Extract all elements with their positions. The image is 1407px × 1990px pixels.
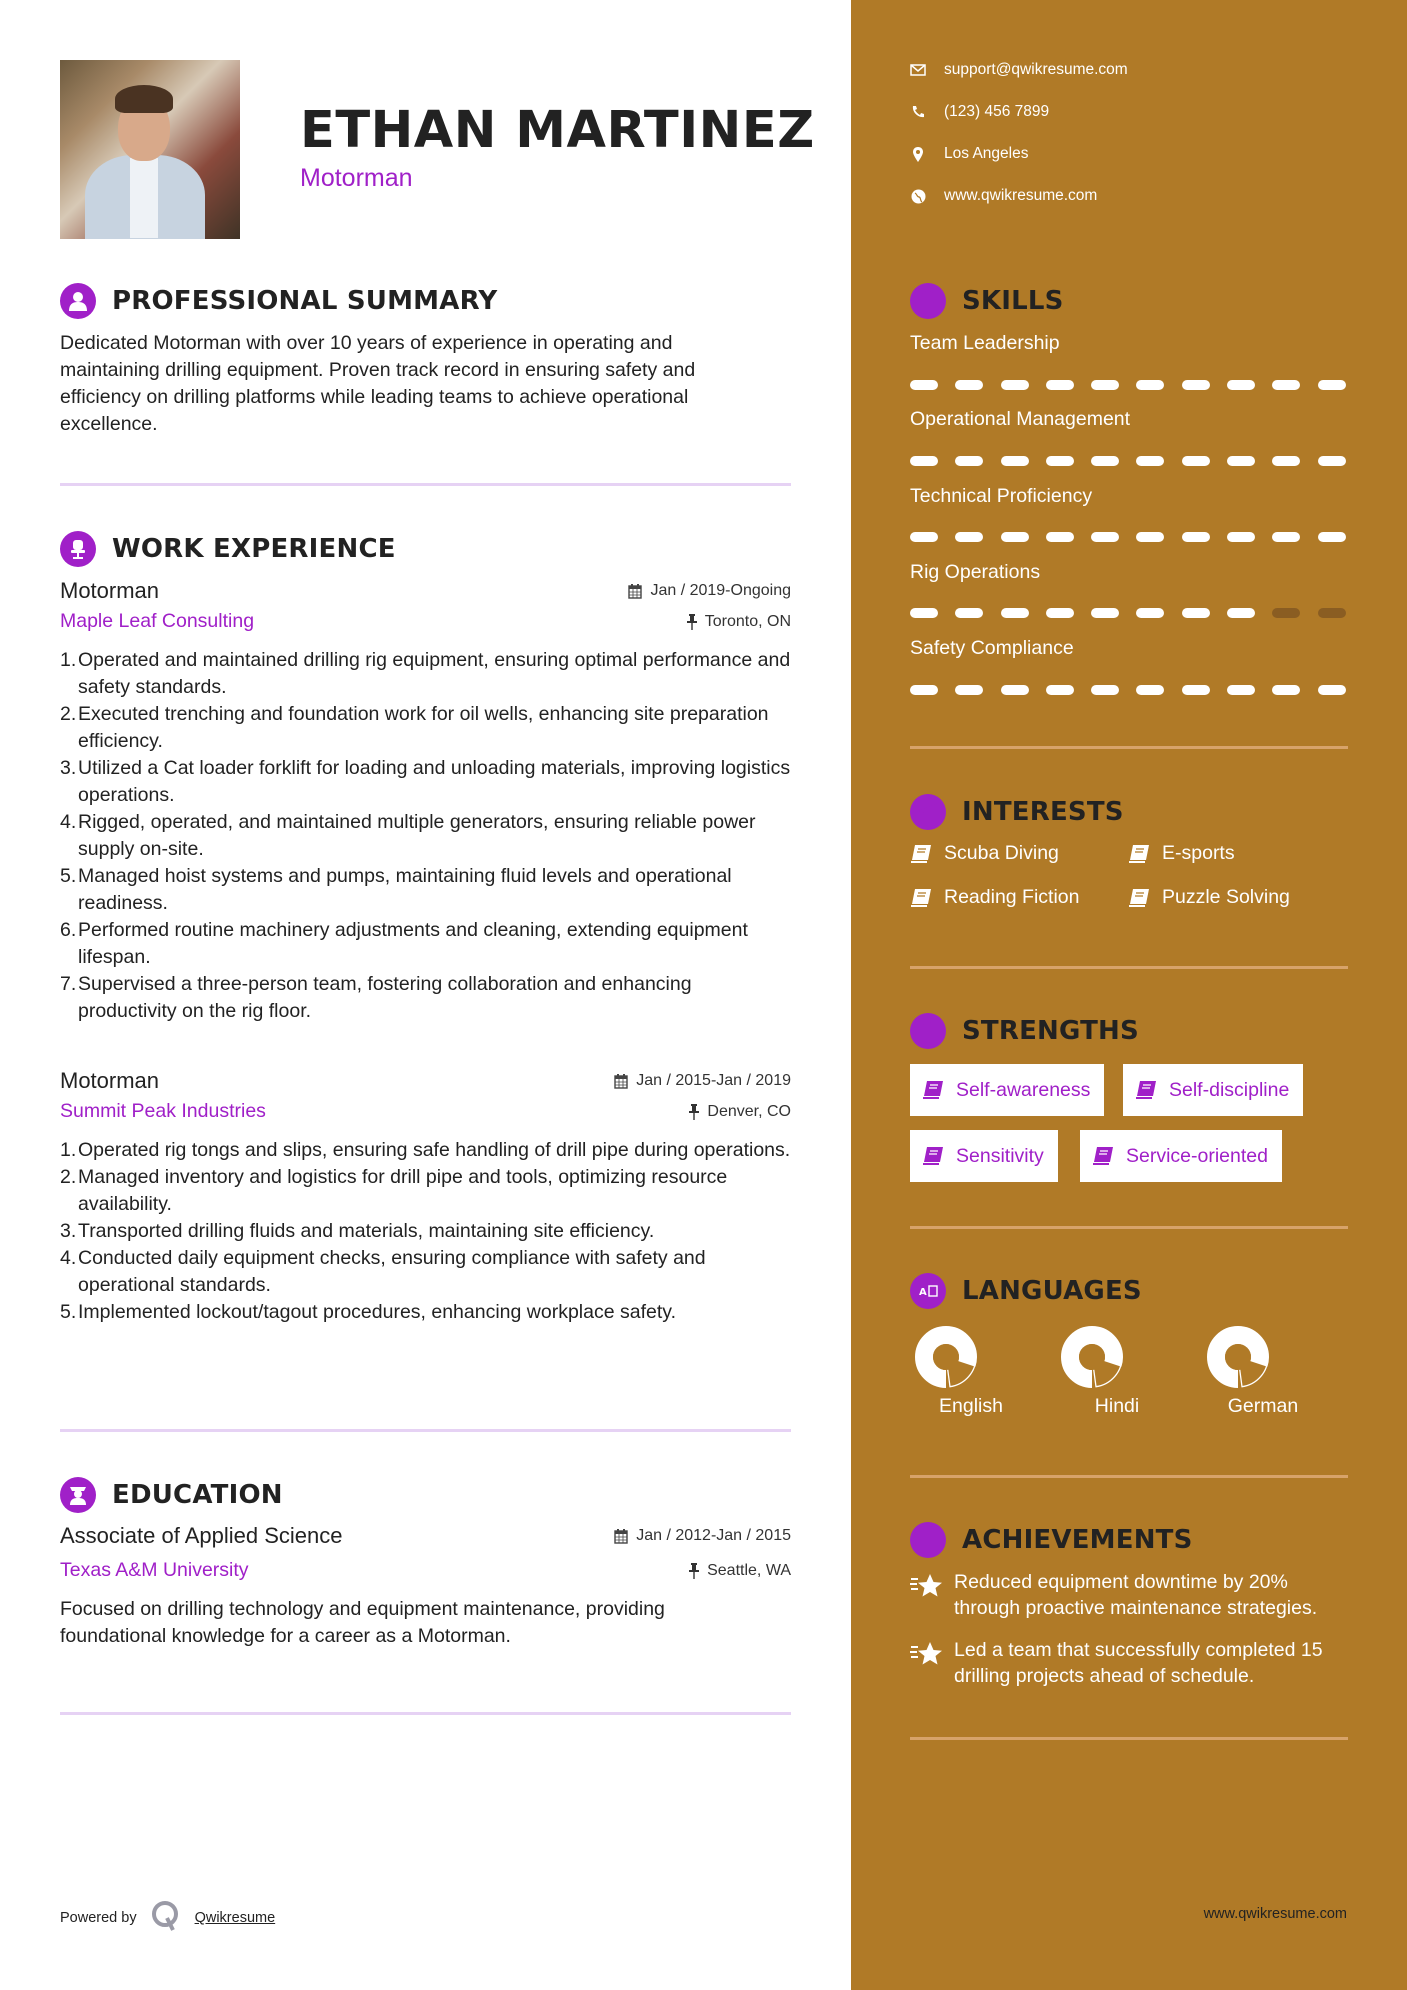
contact-website-text: www.qwikresume.com: [944, 187, 1098, 204]
candidate-name: ETHAN MARTINEZ: [300, 101, 815, 160]
job-location-text: Toronto, ON: [704, 612, 791, 630]
job-entry: [60, 1068, 791, 1326]
divider: [60, 1429, 791, 1432]
pushpin-icon: [689, 1104, 699, 1120]
svg-text:A: A: [919, 1287, 927, 1298]
contact-location-text: Los Angeles: [944, 145, 1029, 162]
book-icon: [922, 1146, 944, 1166]
powered-by-label: Powered by: [60, 1910, 137, 1926]
calendar-icon: [628, 584, 642, 599]
education-description: Focused on drilling technology and equipment maintenance, providing foundational knowledge for a career as a Motorman.: [60, 1598, 665, 1647]
skill-rating-bar: [910, 456, 1363, 466]
footer-url[interactable]: www.qwikresume.com: [1203, 1906, 1347, 1922]
contact-phone[interactable]: [910, 103, 1049, 121]
bullet-item: 1. Operated and maintained drilling rig equipment, ensuring optimal performance and safety standards.: [60, 649, 791, 698]
bullet-item: 2. Managed inventory and logistics for drill pipe and tools, optimizing resource availability.: [60, 1166, 728, 1215]
job-dates-text: Jan / 2019-Ongoing: [650, 582, 791, 599]
bullet-item: 4. Rigged, operated, and maintained multiple generators, ensuring reliable power supply on-site.: [60, 811, 756, 860]
education-dates: [614, 1527, 791, 1545]
experience-header: [60, 531, 396, 567]
lightbulb-icon: [910, 283, 946, 319]
education-header: [60, 1477, 283, 1513]
raised-fist-icon: [910, 1013, 946, 1049]
paper-plane-icon: [910, 794, 946, 830]
envelope-icon: [910, 62, 926, 78]
pushpin-icon: [689, 1563, 699, 1579]
contact-website[interactable]: [910, 187, 1097, 205]
divider: [910, 1737, 1348, 1740]
bullet-item: 5. Managed hoist systems and pumps, maintaining fluid levels and operational readiness.: [60, 865, 732, 914]
interests-header: [910, 794, 1124, 830]
shooting-star-icon: [910, 1522, 946, 1558]
education-entry: [60, 1523, 791, 1650]
divider: [60, 1712, 791, 1715]
contact-phone-text: (123) 456 7899: [944, 103, 1050, 120]
skill-name: Technical Proficiency: [910, 485, 1093, 507]
calendar-icon: [614, 1074, 628, 1089]
powered-by: [60, 1900, 275, 1936]
strengths-heading: STRENGTHS: [962, 1016, 1139, 1046]
contact-email[interactable]: [910, 61, 1128, 79]
contact-location: [910, 145, 1028, 163]
interest-item: Puzzle Solving: [1128, 886, 1290, 909]
bullet-item: 6. Performed routine machinery adjustments and cleaning, extending equipment lifespan.: [60, 919, 748, 968]
skill-rating-bar: [910, 685, 1363, 695]
language-item: [1054, 1325, 1180, 1418]
strength-chip: Self-discipline: [1123, 1064, 1303, 1116]
summary-heading: PROFESSIONAL SUMMARY: [112, 286, 498, 316]
languages-header: [910, 1273, 1142, 1309]
achievements-header: [910, 1522, 1193, 1558]
qwikresume-logo-icon: [151, 1900, 181, 1936]
skills-heading: SKILLS: [962, 286, 1064, 316]
graduate-icon: [60, 1477, 96, 1513]
calendar-icon: [614, 1529, 628, 1544]
divider: [910, 1475, 1348, 1478]
office-chair-icon: [60, 531, 96, 567]
bullet-item: 2. Executed trenching and foundation work for oil wells, enhancing site preparation efficiency.: [60, 703, 769, 752]
user-icon: [60, 283, 96, 319]
job-entry: [60, 578, 791, 1025]
languages-heading: LANGUAGES: [962, 1276, 1142, 1306]
interest-item: Scuba Diving: [910, 842, 1059, 865]
job-title: Motorman: [60, 1068, 160, 1093]
language-donut-icon: [1060, 1325, 1124, 1389]
divider: [910, 746, 1348, 749]
skill-name: Safety Compliance: [910, 637, 1074, 659]
interests-heading: INTERESTS: [962, 797, 1124, 827]
education-heading: EDUCATION: [112, 1480, 283, 1510]
language-item: [1200, 1325, 1326, 1418]
book-icon: [922, 1080, 944, 1100]
strength-chip: Sensitivity: [910, 1130, 1058, 1182]
achievements-heading: ACHIEVEMENTS: [962, 1525, 1193, 1555]
divider: [910, 1226, 1348, 1229]
experience-heading: WORK EXPERIENCE: [112, 534, 396, 564]
job-company: Summit Peak Industries: [60, 1100, 266, 1122]
bullet-item: 4. Conducted daily equipment checks, ensuring compliance with safety and operational standards.: [60, 1247, 706, 1296]
map-marker-icon: [910, 146, 926, 162]
pushpin-icon: [687, 614, 697, 630]
language-name: German: [1227, 1395, 1299, 1417]
translate-icon: [910, 1273, 946, 1309]
job-bullets: [60, 1137, 791, 1326]
candidate-title: Motorman: [300, 164, 413, 192]
summary-header: [60, 283, 497, 319]
book-icon: [910, 888, 932, 908]
profile-photo: [60, 60, 240, 239]
book-icon: [1135, 1080, 1157, 1100]
divider: [910, 966, 1348, 969]
book-icon: [1128, 888, 1150, 908]
strength-chip: Self-awareness: [910, 1064, 1104, 1116]
bullet-item: 7. Supervised a three-person team, fostering collaboration and enhancing productivity on the rig floor.: [60, 973, 692, 1022]
achievement-item: Led a team that successfully completed 15 drilling projects ahead of schedule.: [910, 1637, 1350, 1689]
contact-email-text: support@qwikresume.com: [944, 61, 1128, 78]
job-title: Motorman: [60, 578, 160, 603]
language-donut-icon: [914, 1325, 978, 1389]
skill-name: Rig Operations: [910, 561, 1041, 583]
shooting-star-icon: [910, 1639, 944, 1667]
photo-shirt: [130, 158, 158, 238]
job-dates: [614, 1072, 791, 1090]
interest-item: Reading Fiction: [910, 886, 1080, 909]
bullet-item: 3. Utilized a Cat loader forklift for loading and unloading materials, improving logistics operations.: [60, 757, 791, 806]
achievement-item: Reduced equipment downtime by 20% through proactive maintenance strategies.: [910, 1569, 1350, 1621]
qwikresume-link[interactable]: Qwikresume: [194, 1910, 276, 1926]
language-name: English: [939, 1395, 1003, 1417]
photo-hair: [115, 85, 173, 113]
shooting-star-icon: [910, 1571, 944, 1599]
language-name: Hindi: [1094, 1395, 1140, 1417]
skill-rating-bar: [910, 380, 1363, 390]
book-icon: [1128, 844, 1150, 864]
book-icon: [910, 844, 932, 864]
divider: [60, 483, 791, 486]
skill-rating-bar: [910, 608, 1363, 618]
job-location: [689, 1103, 791, 1121]
job-bullets: [60, 647, 791, 1025]
strength-chip: Service-oriented: [1080, 1130, 1282, 1182]
interest-item: E-sports: [1128, 842, 1235, 865]
education-location-text: Seattle, WA: [707, 1561, 791, 1579]
skill-name: Team Leadership: [910, 332, 1060, 354]
globe-icon: [910, 188, 926, 204]
skills-header: [910, 283, 1064, 319]
education-location: [689, 1562, 791, 1580]
language-item: [908, 1325, 1034, 1418]
job-dates-text: Jan / 2015-Jan / 2019: [636, 1072, 791, 1089]
language-donut-icon: [1206, 1325, 1270, 1389]
job-dates: [628, 582, 791, 600]
bullet-item: 5. Implemented lockout/tagout procedures, enhancing workplace safety.: [60, 1301, 676, 1323]
skill-name: Operational Management: [910, 408, 1131, 430]
education-dates-text: Jan / 2012-Jan / 2015: [636, 1527, 791, 1544]
job-company: Maple Leaf Consulting: [60, 610, 255, 632]
school: Texas A&M University: [60, 1559, 249, 1581]
degree: Associate of Applied Science: [60, 1523, 343, 1548]
summary-text: Dedicated Motorman with over 10 years of experience in operating and maintaining drilling equipment. Proven track record in ensuring safety and efficiency on drilling platforms while leading teams to achieve operational excellence.: [60, 332, 696, 435]
bullet-item: 1. Operated rig tongs and slips, ensuring safe handling of drill pipe during operations.: [60, 1139, 791, 1161]
bullet-item: 3. Transported drilling fluids and materials, maintaining site efficiency.: [60, 1220, 655, 1242]
skill-rating-bar: [910, 532, 1363, 542]
strengths-header: [910, 1013, 1139, 1049]
job-location: [687, 613, 791, 631]
book-icon: [1092, 1146, 1114, 1166]
phone-icon: [910, 104, 926, 120]
job-location-text: Denver, CO: [707, 1102, 791, 1120]
